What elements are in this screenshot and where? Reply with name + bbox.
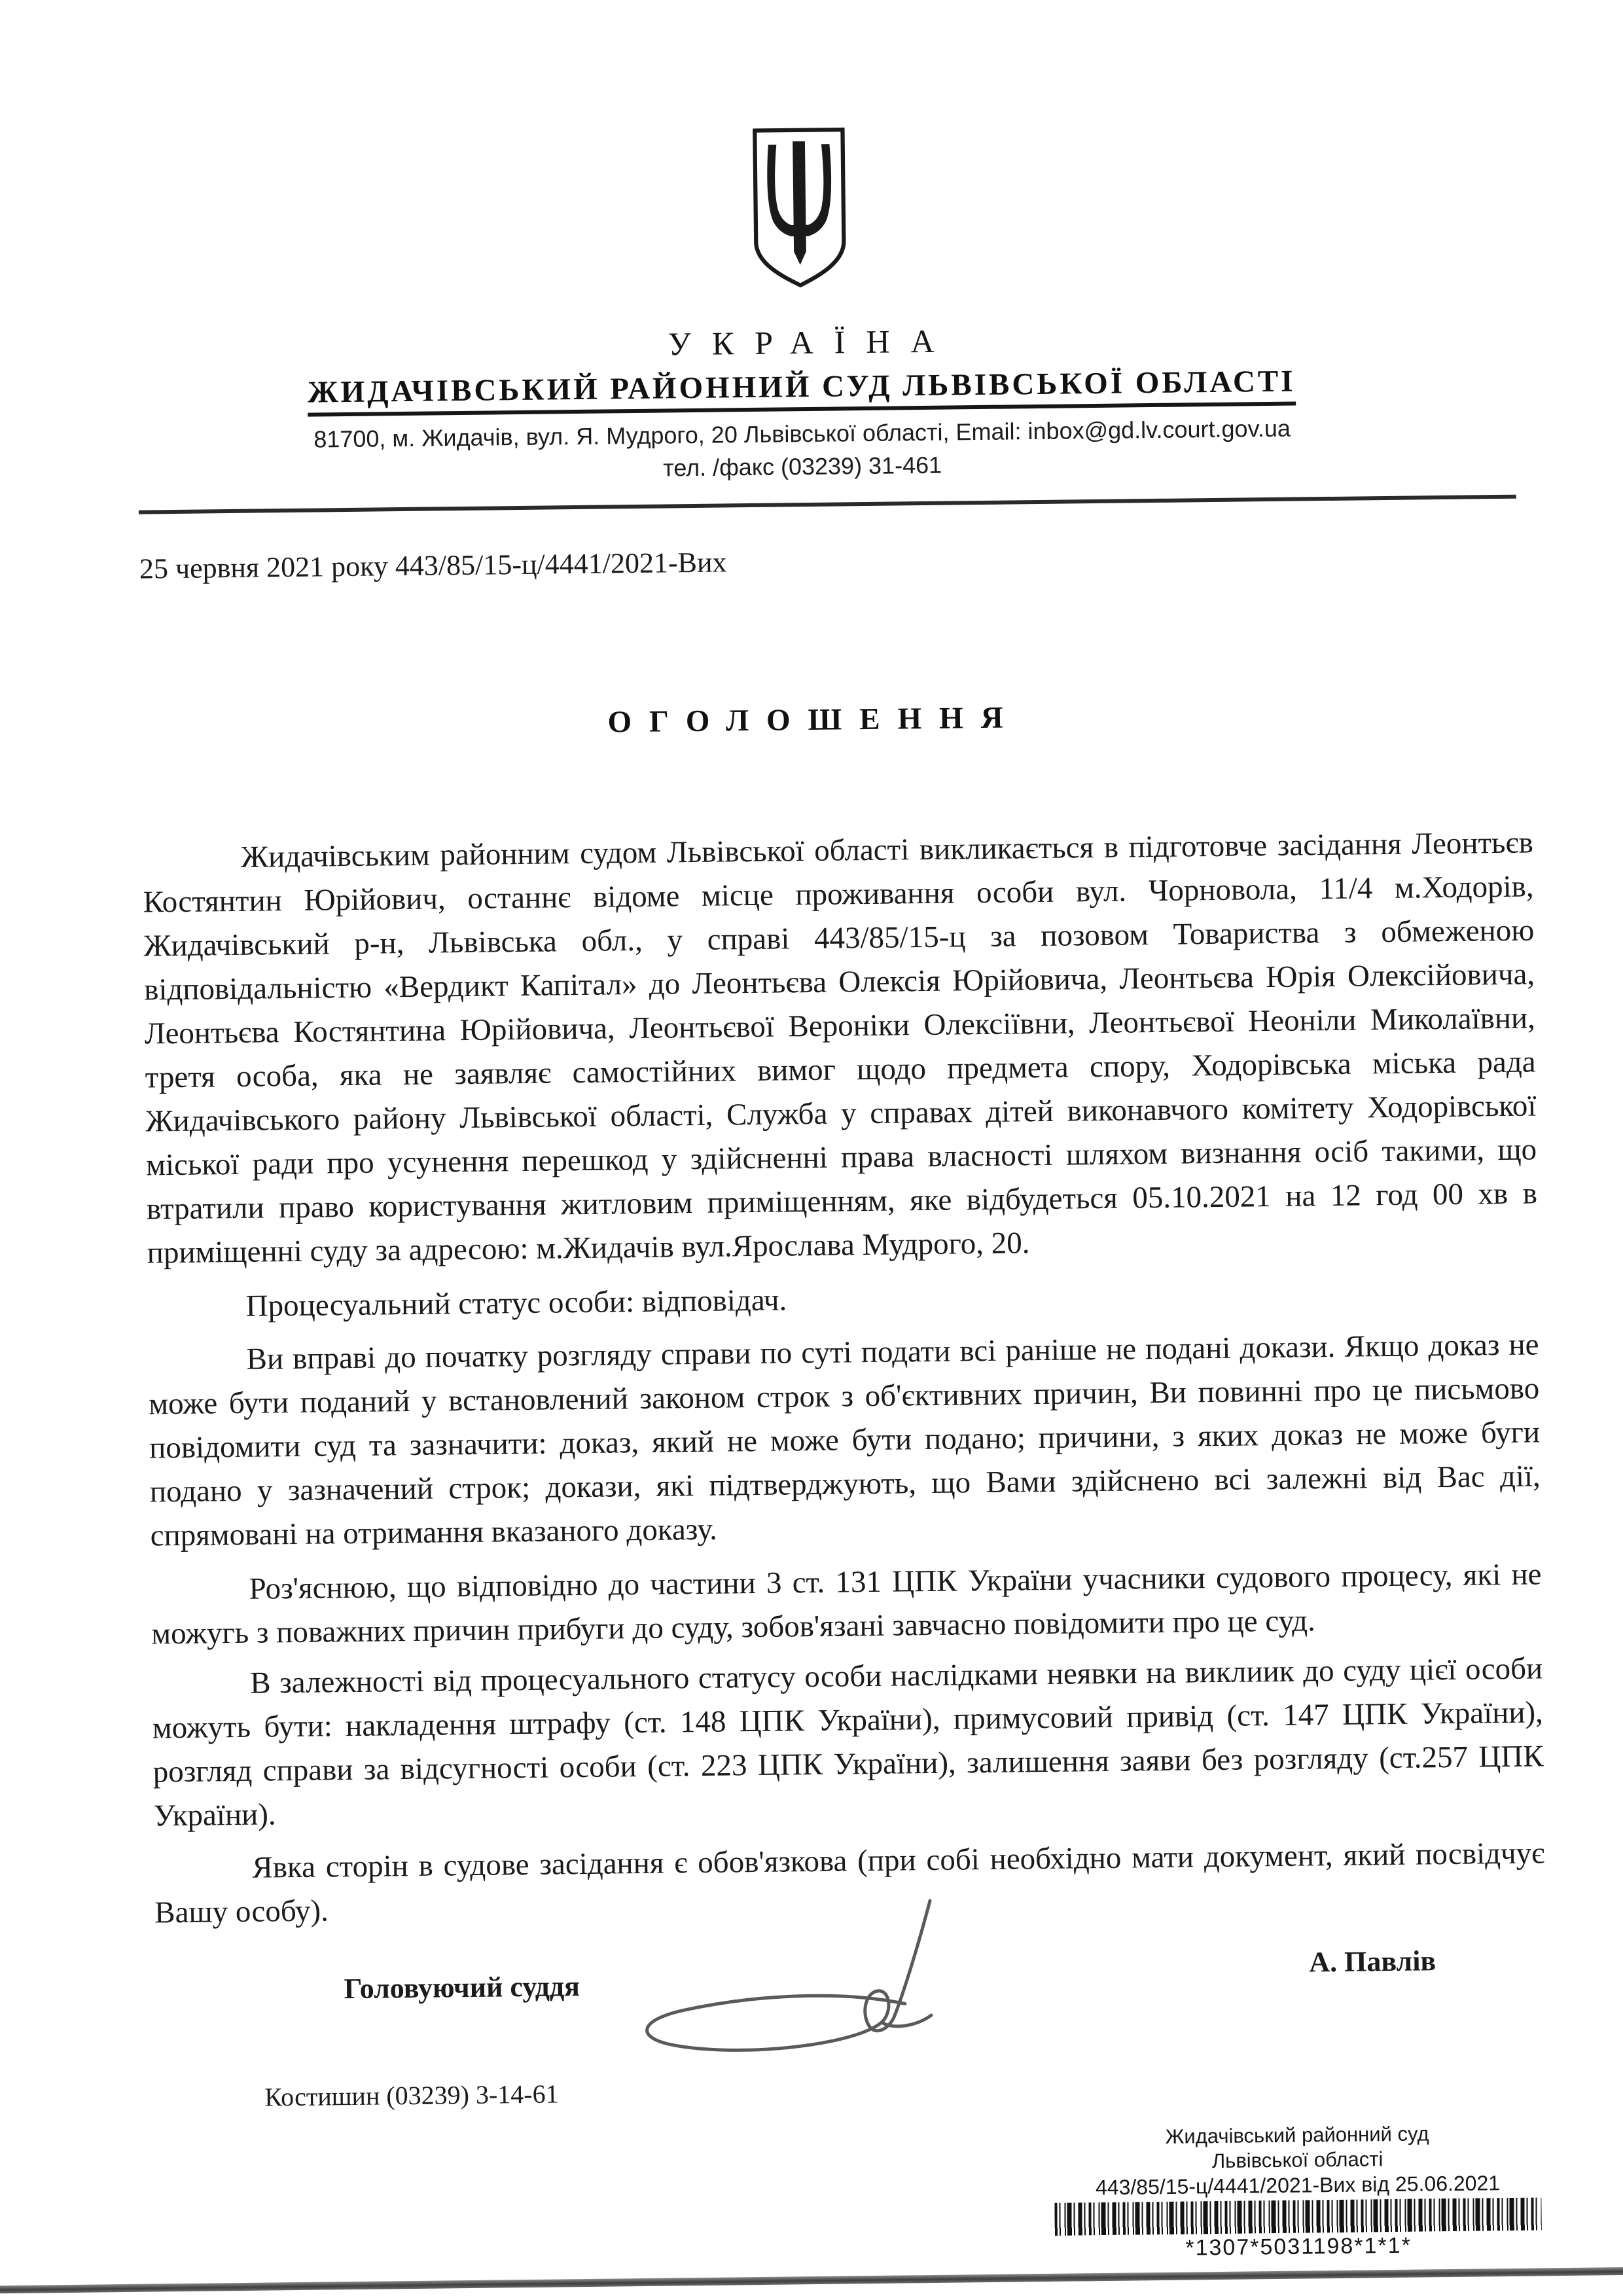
document-title: ОГОЛОШЕННЯ [607, 700, 1021, 740]
judge-name: А. Павлів [1309, 1945, 1436, 1979]
clerk-contact-line: Костишин (03239) 3-14-61 [264, 2079, 559, 2112]
court-name-wrap [0, 360, 1613, 420]
barcode [1054, 2197, 1542, 2235]
paragraph-summons: Жидачівським районним судом Львівської області викликається в підготовче засідання Леонтьєв Костянтин Юрійович, останнє відоме місце проживання особи вул. Чорновола, 11/4 м.Ходорів, Жидачівський р-н, Львівська обл., у справі 443/85/15-ц за позовом Товариства з обмеженою відповідальністю «Вердикт Капітал» до Леонтьєва Олексія Юрійовича, Леонтьєва Юрія Олексійовича, Леонтьєва Костянтина Юрійовича, Леонтьєвої Вероніки Олексіївни, Леонтьєвої Неоніли Миколаївни, третя особа, яка не заявляє самостійних вимог щодо предмета спору, Ходорівська міська рада Жидачівського району Львівської області, Служба у справах дітей виконавчого комітету Ходорівської міської ради про усунення перешкод у здійсненні права власності шляхом визнання осіб такими, що втратили право користування житловим приміщенням, яке відбудеться 05.10.2021 на 12 год 00 хв в приміщенні суду за адресою: м.Жидачів вул.Ярослава Мудрого, 20. [143, 825, 1538, 1270]
barcode-number: *1307*5031198*1*1* [1185, 2233, 1412, 2261]
document-body [143, 821, 1546, 1935]
paragraph-evidence-rights: Ви вправі до початку розгляду справи по суті подати всі раніше не подані докази. Якщо доказ не може бути поданий у встановлений законом строк з об'єктивних причин, Ви повинні про це письмово повідомити суд та зазначити: доказ, який не може бути подано; причини, з яких доказ не може буги подано у зазначений строк; докази, які підтверджують, що Вами здійснено всі залежні від Вас дії, спрямовані на отримання вказаного доказу. [149, 1327, 1541, 1553]
paragraph-procedural-status: Процесуальний статус особи: відповідач. [245, 1283, 787, 1323]
outgoing-reference-line: 25 червня 2021 року 443/85/15-ц/4441/2021-Вих [139, 546, 727, 585]
registration-stamp [1039, 2120, 1557, 2262]
judge-role-label: Головуючий суддя [344, 1970, 580, 2005]
country-name: УКРАЇНА [668, 322, 955, 363]
scan-edge-artifact [0, 2267, 1623, 2293]
paragraph-attendance: Явка сторін в судове засідання є обов'язкова (при собі необхідно мати документ, який посвідчує Вашу особу). [154, 1836, 1545, 1930]
ukraine-trident-emblem-icon [747, 109, 851, 307]
handwritten-signature [622, 1890, 978, 2058]
court-name: ЖИДАЧІВСЬКИЙ РАЙОННИЙ СУД ЛЬВІВСЬКОЇ ОБЛАСТІ [308, 364, 1296, 417]
stamp-court-line1: Жидачівський районний суд [1165, 2122, 1429, 2148]
signature-block [155, 1924, 1547, 2051]
letterhead-divider [139, 495, 1516, 514]
court-phone: тел. /факс (03239) 31-461 [663, 451, 942, 482]
paragraph-consequences: В залежності від процесуального статусу особи наслідками неявки на виклиик до суду цієї особи можуть бути: накладення штрафу (ст. 148 ЦПК України), примусовий привід (ст. 147 ЦПК України), розгляд справи за відсугності особи (ст. 223 ЦПК України), залишення заяви без розгляду (ст.257 ЦПК України). [152, 1651, 1544, 1833]
court-address: 81700, м. Жидачів, вул. Я. Мудрого, 20 Львівської області, Email: inbox@gd.lv.court.gov.ua [313, 414, 1291, 453]
stamp-reference: 443/85/15-ц/4441/2021-Вих від 25.06.2021 [1095, 2171, 1501, 2200]
stamp-court-line2: Львівської області [1211, 2147, 1383, 2173]
paragraph-notice-obligation: Роз'яснюю, що відповідно до частини 3 ст. 131 ЦПК України учасники судового процесу, які не можугь з поважних причин прибуги до суду, зобов'язані завчасно повідомити про це суд. [151, 1557, 1542, 1651]
